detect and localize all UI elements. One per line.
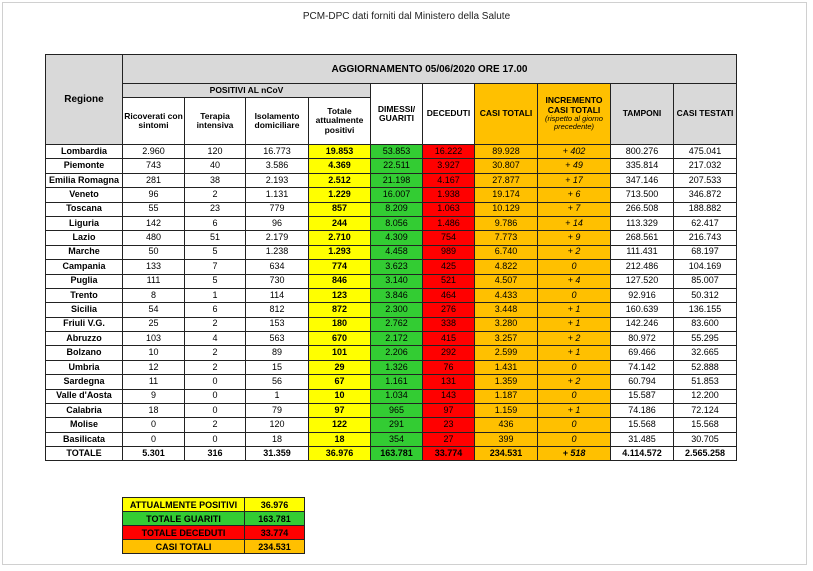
table-cell: 18 [246,432,309,446]
table-cell: + 1 [538,303,611,317]
table-row [46,216,737,230]
table-cell: 730 [246,274,309,288]
table-cell: 3.586 [246,159,309,173]
table-cell: 50 [123,245,185,259]
region-name-cell: Emilia Romagna [46,173,123,187]
table-cell: 114 [246,288,309,302]
table-cell: 217.032 [674,159,737,173]
region-name-cell: Umbria [46,360,123,374]
summary-value: 36.976 [245,498,305,512]
table-cell: + 9 [538,231,611,245]
summary-label: ATTUALMENTE POSITIVI [123,498,245,512]
summary-label: TOTALE DECEDUTI [123,526,245,540]
table-row [46,231,737,245]
table-cell: 347.146 [611,173,674,187]
table-cell: 122 [309,418,371,432]
table-cell: 25 [123,317,185,331]
total-cell: 163.781 [371,447,423,461]
table-cell: 3.257 [475,332,538,346]
table-cell: 180 [309,317,371,331]
dimessi-header: DIMESSI/ GUARITI [371,84,423,145]
table-cell: 18 [309,432,371,446]
table-cell: 4 [185,332,246,346]
region-name-cell: Calabria [46,404,123,418]
table-cell: 27 [423,432,475,446]
region-name-cell: Sicilia [46,303,123,317]
table-cell: 292 [423,346,475,360]
table-cell: 8.209 [371,202,423,216]
total-cell: 31.359 [246,447,309,461]
table-cell: 244 [309,216,371,230]
table-cell: 2 [185,317,246,331]
table-cell: + 1 [538,317,611,331]
table-row [46,360,737,374]
table-cell: 120 [185,145,246,159]
table-cell: 989 [423,245,475,259]
incremento-label: INCREMENTO CASI TOTALI [545,95,603,115]
table-cell: 68.197 [674,245,737,259]
table-cell: 8.056 [371,216,423,230]
table-cell: 55.295 [674,332,737,346]
table-cell: 3.140 [371,274,423,288]
table-cell: 1.938 [423,188,475,202]
table-cell: 2 [185,188,246,202]
table-cell: 10 [123,346,185,360]
table-cell: 51 [185,231,246,245]
table-cell: 113.329 [611,216,674,230]
table-cell: 1 [246,389,309,403]
table-cell: 3.448 [475,303,538,317]
table-cell: 846 [309,274,371,288]
table-cell: 143 [423,389,475,403]
table-cell: 15.568 [674,418,737,432]
table-cell: + 49 [538,159,611,173]
region-header: Regione [46,55,123,145]
table-cell: 0 [538,389,611,403]
region-name-cell: Toscana [46,202,123,216]
table-cell: 131 [423,375,475,389]
table-cell: 425 [423,260,475,274]
table-cell: 5 [185,274,246,288]
table-cell: 857 [309,202,371,216]
region-name-cell: Campania [46,260,123,274]
table-cell: 12 [123,360,185,374]
table-cell: + 2 [538,332,611,346]
table-cell: 153 [246,317,309,331]
table-cell: 4.458 [371,245,423,259]
table-cell: 354 [371,432,423,446]
total-cell: 5.301 [123,447,185,461]
region-name-cell: Liguria [46,216,123,230]
table-cell: 27.877 [475,173,538,187]
table-row [46,188,737,202]
table-cell: + 17 [538,173,611,187]
table-row [46,288,737,302]
table-cell: 16.007 [371,188,423,202]
table-cell: + 14 [538,216,611,230]
table-cell: 1.034 [371,389,423,403]
table-cell: 0 [123,418,185,432]
table-cell: 0 [538,360,611,374]
table-cell: 1.159 [475,404,538,418]
table-cell: 2.300 [371,303,423,317]
total-cell: 4.114.572 [611,447,674,461]
table-cell: 0 [185,404,246,418]
table-cell: + 6 [538,188,611,202]
total-cell: 36.976 [309,447,371,461]
table-cell: 634 [246,260,309,274]
table-cell: 1.187 [475,389,538,403]
table-cell: 15 [246,360,309,374]
table-cell: 4.309 [371,231,423,245]
table-cell: 18 [123,404,185,418]
table-cell: 80.972 [611,332,674,346]
table-cell: 19.174 [475,188,538,202]
total-cell: + 518 [538,447,611,461]
table-row [46,404,737,418]
table-cell: 60.794 [611,375,674,389]
table-cell: 52.888 [674,360,737,374]
table-cell: 16.222 [423,145,475,159]
table-row [46,303,737,317]
table-cell: 96 [123,188,185,202]
region-name-cell: Piemonte [46,159,123,173]
region-name-cell: Abruzzo [46,332,123,346]
table-cell: 1.359 [475,375,538,389]
table-cell: 276 [423,303,475,317]
table-row [46,245,737,259]
table-cell: 83.600 [674,317,737,331]
table-cell: 72.124 [674,404,737,418]
covid-data-table [45,54,737,461]
table-cell: 40 [185,159,246,173]
table-cell: 23 [423,418,475,432]
table-cell: 2.172 [371,332,423,346]
table-cell: 31.485 [611,432,674,446]
summary-value: 234.531 [245,540,305,554]
table-cell: 160.639 [611,303,674,317]
incremento-note: (rispetto al giorno precedente) [545,114,603,132]
table-cell: 76 [423,360,475,374]
table-cell: 338 [423,317,475,331]
table-cell: 743 [123,159,185,173]
total-cell: 33.774 [423,447,475,461]
table-cell: 216.743 [674,231,737,245]
table-cell: 51.853 [674,375,737,389]
table-cell: 1.293 [309,245,371,259]
table-cell: 96 [246,216,309,230]
table-row [46,260,737,274]
casi-testati-header: CASI TESTATI [674,84,737,145]
table-cell: 22.511 [371,159,423,173]
table-cell: 212.486 [611,260,674,274]
table-row [46,202,737,216]
table-row [46,159,737,173]
table-cell: 1.161 [371,375,423,389]
table-cell: 79 [246,404,309,418]
table-cell: 2 [185,346,246,360]
table-cell: 1.486 [423,216,475,230]
table-cell: 38 [185,173,246,187]
table-cell: 21.198 [371,173,423,187]
region-name-cell: Trento [46,288,123,302]
table-cell: 9 [123,389,185,403]
table-row [46,389,737,403]
table-cell: 89.928 [475,145,538,159]
table-cell: 774 [309,260,371,274]
table-cell: 2.179 [246,231,309,245]
table-cell: 30.705 [674,432,737,446]
region-name-cell: Puglia [46,274,123,288]
table-cell: 142 [123,216,185,230]
positivi-heading: POSITIVI AL nCoV [123,84,371,98]
summary-label: CASI TOTALI [123,540,245,554]
table-cell: 3.927 [423,159,475,173]
table-cell: 0 [538,260,611,274]
table-cell: 0 [185,389,246,403]
summary-row [123,512,305,526]
table-cell: 779 [246,202,309,216]
table-cell: 111.431 [611,245,674,259]
region-name-cell: Sardegna [46,375,123,389]
table-cell: 464 [423,288,475,302]
summary-value: 163.781 [245,512,305,526]
table-cell: 97 [309,404,371,418]
table-cell: 0 [538,288,611,302]
table-cell: 1.431 [475,360,538,374]
table-cell: 399 [475,432,538,446]
table-cell: 2.193 [246,173,309,187]
table-cell: 30.807 [475,159,538,173]
table-row [46,145,737,159]
table-cell: 0 [538,432,611,446]
table-cell: 97 [423,404,475,418]
deceduti-header: DECEDUTI [423,84,475,145]
summary-value: 33.774 [245,526,305,540]
table-cell: 9.786 [475,216,538,230]
region-name-cell: Lombardia [46,145,123,159]
table-cell: 4.507 [475,274,538,288]
table-cell: 3.623 [371,260,423,274]
table-cell: 4.433 [475,288,538,302]
table-row [46,418,737,432]
total-row [46,447,737,461]
table-cell: 188.882 [674,202,737,216]
total-cell: 2.565.258 [674,447,737,461]
table-cell: 123 [309,288,371,302]
table-cell: 7.773 [475,231,538,245]
table-cell: 0 [185,432,246,446]
table-cell: 3.846 [371,288,423,302]
table-cell: 812 [246,303,309,317]
table-cell: 54 [123,303,185,317]
table-cell: + 4 [538,274,611,288]
table-cell: 120 [246,418,309,432]
region-name-cell: Lazio [46,231,123,245]
region-name-cell: Bolzano [46,346,123,360]
summary-row [123,498,305,512]
table-cell: 521 [423,274,475,288]
table-cell: 4.822 [475,260,538,274]
incremento-header [538,84,611,145]
table-cell: 103 [123,332,185,346]
table-cell: 713.500 [611,188,674,202]
table-cell: 101 [309,346,371,360]
region-name-cell: Marche [46,245,123,259]
table-cell: 92.916 [611,288,674,302]
region-name-cell: Friuli V.G. [46,317,123,331]
table-cell: + 1 [538,404,611,418]
table-row [46,173,737,187]
table-cell: 7 [185,260,246,274]
tamponi-header: TAMPONI [611,84,674,145]
table-cell: 2.512 [309,173,371,187]
table-row [46,432,737,446]
casi-totali-header: CASI TOTALI [475,84,538,145]
table-cell: 2.710 [309,231,371,245]
ricoverati-header: Ricoverati con sintomi [123,98,185,145]
table-cell: + 1 [538,346,611,360]
table-cell: 480 [123,231,185,245]
table-cell: 1.063 [423,202,475,216]
table-cell: 2.206 [371,346,423,360]
table-cell: 111 [123,274,185,288]
table-cell: 74.142 [611,360,674,374]
summary-row [123,526,305,540]
table-cell: 56 [246,375,309,389]
table-cell: 872 [309,303,371,317]
table-cell: 436 [475,418,538,432]
table-cell: 1.229 [309,188,371,202]
table-cell: 266.508 [611,202,674,216]
table-cell: 965 [371,404,423,418]
table-cell: 142.246 [611,317,674,331]
total-cell: 234.531 [475,447,538,461]
table-cell: 53.853 [371,145,423,159]
table-cell: 136.155 [674,303,737,317]
region-name-cell: Valle d'Aosta [46,389,123,403]
table-cell: 2 [185,360,246,374]
table-cell: 4.167 [423,173,475,187]
table-cell: 2.599 [475,346,538,360]
table-cell: 754 [423,231,475,245]
table-cell: 8 [123,288,185,302]
table-cell: 335.814 [611,159,674,173]
table-cell: 207.533 [674,173,737,187]
table-cell: 1 [185,288,246,302]
table-cell: 0 [123,432,185,446]
table-cell: 4.369 [309,159,371,173]
summary-table [122,497,305,554]
table-cell: 62.417 [674,216,737,230]
region-name-cell: Basilicata [46,432,123,446]
table-cell: 12.200 [674,389,737,403]
table-cell: 5 [185,245,246,259]
table-cell: + 2 [538,245,611,259]
table-cell: 67 [309,375,371,389]
table-cell: 11 [123,375,185,389]
table-cell: 32.665 [674,346,737,360]
table-cell: 10 [309,389,371,403]
summary-row [123,540,305,554]
table-cell: + 2 [538,375,611,389]
summary-label: TOTALE GUARITI [123,512,245,526]
total-label-cell: TOTALE [46,447,123,461]
table-cell: 1.131 [246,188,309,202]
table-cell: 15.587 [611,389,674,403]
table-cell: 291 [371,418,423,432]
table-cell: 6 [185,216,246,230]
table-cell: 1.238 [246,245,309,259]
table-cell: 55 [123,202,185,216]
totale-positivi-header: Totale attualmente positivi [309,98,371,145]
isolamento-header: Isolamento domiciliare [246,98,309,145]
table-cell: 16.773 [246,145,309,159]
table-cell: 104.169 [674,260,737,274]
table-cell: 10.129 [475,202,538,216]
table-cell: + 402 [538,145,611,159]
table-cell: 268.561 [611,231,674,245]
table-cell: 6 [185,303,246,317]
table-cell: 800.276 [611,145,674,159]
table-row [46,375,737,389]
table-cell: 74.186 [611,404,674,418]
table-cell: 2.960 [123,145,185,159]
table-row [46,317,737,331]
table-row [46,274,737,288]
table-cell: 346.872 [674,188,737,202]
table-cell: 133 [123,260,185,274]
terapia-header: Terapia intensiva [185,98,246,145]
table-cell: 670 [309,332,371,346]
table-cell: 281 [123,173,185,187]
total-cell: 316 [185,447,246,461]
table-cell: 89 [246,346,309,360]
table-cell: 3.280 [475,317,538,331]
update-heading: AGGIORNAMENTO 05/06/2020 ORE 17.00 [123,55,737,84]
table-cell: 415 [423,332,475,346]
table-cell: 15.568 [611,418,674,432]
table-cell: 1.326 [371,360,423,374]
table-cell: 2.762 [371,317,423,331]
table-cell: 563 [246,332,309,346]
table-row [46,346,737,360]
region-name-cell: Veneto [46,188,123,202]
table-cell: 0 [185,375,246,389]
table-cell: 69.466 [611,346,674,360]
table-cell: 6.740 [475,245,538,259]
table-cell: 127.520 [611,274,674,288]
page-title: PCM-DPC dati forniti dal Ministero della Salute [302,11,511,22]
table-cell: 2 [185,418,246,432]
table-cell: 23 [185,202,246,216]
region-name-cell: Molise [46,418,123,432]
table-cell: 50.312 [674,288,737,302]
table-cell: 0 [538,418,611,432]
table-cell: 19.853 [309,145,371,159]
table-cell: + 7 [538,202,611,216]
table-cell: 29 [309,360,371,374]
table-row [46,332,737,346]
table-cell: 85.007 [674,274,737,288]
table-cell: 475.041 [674,145,737,159]
